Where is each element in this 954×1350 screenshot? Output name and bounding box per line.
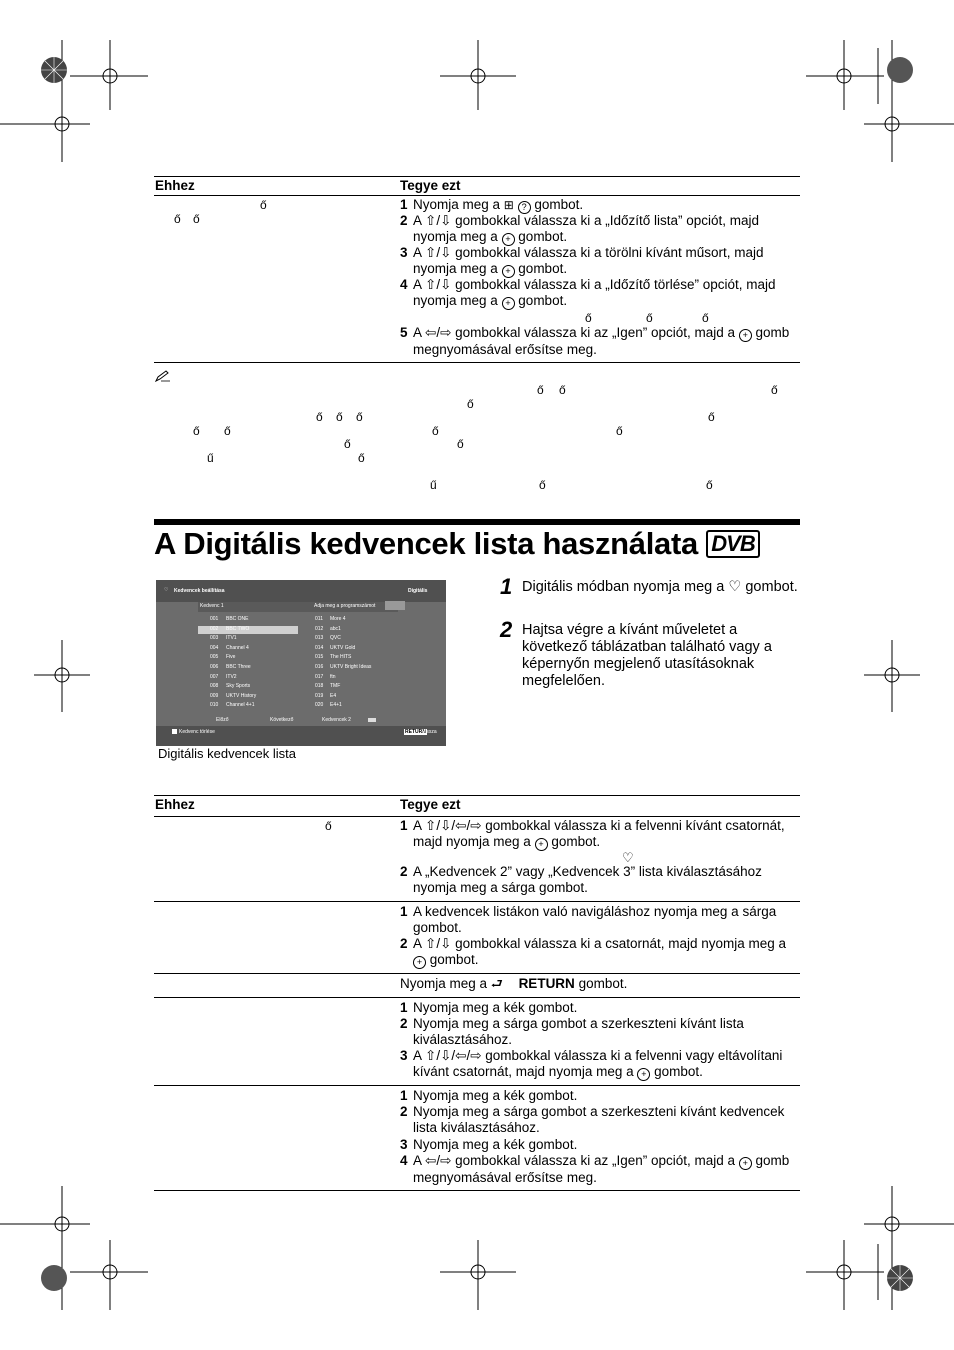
table2-row-rule xyxy=(154,973,800,974)
tv-nav-prev: Előző xyxy=(216,717,229,723)
tv-prompt: Adja meg a programszámot xyxy=(314,603,376,609)
table2-header-rule xyxy=(154,816,800,817)
table1-header-left: Ehhez xyxy=(155,178,195,193)
tv-channel-number: 004 xyxy=(210,644,219,651)
tv-channel-number: 010 xyxy=(210,702,219,709)
table2-row-rule xyxy=(154,1085,800,1086)
stray-char: ő xyxy=(646,311,653,325)
stray-char: ő xyxy=(537,383,544,397)
tv-channel-name: E4 xyxy=(330,692,337,699)
tv-channel-name: UKTV Bright Ideas xyxy=(330,664,372,670)
tv-channel-name: QVC xyxy=(330,635,341,642)
table2-step: 2 Nyomja meg a sárga gombot a szerkeszteni kívánt kedvencek lista kiválasztásához. xyxy=(400,1104,785,1135)
tv-channel-name: More 4 xyxy=(330,616,346,622)
table1-step: 3 A ⇧/⇩ gombokkal válassza ki a törölni kívánt műsort, majd nyomja meg a + gombot. xyxy=(400,245,764,276)
tv-channel-number: 017 xyxy=(315,673,324,680)
tv-channel-name: BBC TWO xyxy=(226,625,250,632)
return-icon: ⮐ xyxy=(490,976,503,991)
ok-icon: + xyxy=(739,1157,752,1170)
big-step-2: Hajtsa végre a kívánt műveletet a következő táblázatban található vagy a képernyőn megjelenő utasításoknak megfelelően. xyxy=(522,622,772,689)
tv-channel-name: E4+1 xyxy=(330,702,342,709)
stray-char: ő xyxy=(539,478,546,492)
tv-channel-name: UKTV Gold xyxy=(330,644,356,651)
dvb-logo: DVB xyxy=(706,530,759,558)
ok-icon: + xyxy=(502,233,515,246)
stray-char: ő xyxy=(432,424,439,438)
table1-bottom-rule xyxy=(154,362,800,363)
tv-channel-name: TMF xyxy=(330,683,341,690)
tv-favourites-screen xyxy=(156,580,446,746)
tv-channel-number: 007 xyxy=(210,673,219,680)
table1-header-right: Tegye ezt xyxy=(400,178,461,193)
table2-step: 4 A ⇦/⇨ gombokkal válassza ki az „Igen” opciót, majd a + gomb megnyomásával erősítse meg. xyxy=(400,1153,790,1185)
ok-icon: + xyxy=(637,1068,650,1081)
stray-char: ő xyxy=(193,212,200,226)
table2-row-rule xyxy=(154,997,800,998)
tv-caption: Digitális kedvencek lista xyxy=(158,746,297,761)
ok-icon: + xyxy=(502,265,515,278)
heart-icon: ♡ xyxy=(622,850,634,865)
stray-char: ő xyxy=(708,410,715,424)
stray-char: ő xyxy=(358,451,365,465)
tv-channel-number: 006 xyxy=(210,664,219,670)
table2-step: 1 A ⇧/⇩/⇦/⇨ gombokkal válassza ki a felvenni kívánt csatornát, majd nyomja meg a + gombot. xyxy=(400,818,785,849)
tv-channel-name: ITV1 xyxy=(226,635,237,642)
tv-channel-number: 005 xyxy=(210,654,219,661)
tv-channel-number: 011 xyxy=(315,616,323,622)
table2-step: 3 Nyomja meg a kék gombot. xyxy=(400,1137,578,1152)
heart-icon: ♡ xyxy=(164,587,169,593)
tv-channel-name: BBC ONE xyxy=(226,616,249,622)
stray-char: ő xyxy=(771,383,778,397)
table2-step: 3 A ⇧/⇩/⇦/⇨ gombokkal válassza ki a felvenni vagy eltávolítani kívánt csatornát, majd nyomja meg a + gombot. xyxy=(400,1048,783,1079)
ok-icon: + xyxy=(535,838,548,851)
table2-step: 2 A ⇧/⇩ gombokkal válassza ki a csatornát, majd nyomja meg a + gombot. xyxy=(400,936,787,967)
table2-header-right: Tegye ezt xyxy=(400,797,461,812)
stray-char: ő xyxy=(224,424,231,438)
tv-footer-delete: Kedvenc törlése xyxy=(179,729,215,735)
stray-char: ő xyxy=(559,383,566,397)
table1-step: 4 A ⇧/⇩ gombokkal válassza ki a „Időzítő törlése” opciót, majd nyomja meg a + gombot. xyxy=(400,277,776,308)
stray-char: ő xyxy=(706,478,713,492)
table2-top-rule xyxy=(154,795,800,796)
stray-char: ő xyxy=(316,410,323,424)
section-title: A Digitális kedvencek lista használata DVB xyxy=(154,526,760,562)
section-title-bar xyxy=(154,519,800,525)
tv-channel-number: 003 xyxy=(210,635,219,642)
heart-icon: ♡ xyxy=(728,579,742,595)
tv-channel-name: abc1 xyxy=(330,625,341,632)
tv-channel-name: UKTV History xyxy=(226,692,257,699)
stray-char: ő xyxy=(356,410,363,424)
tv-channel-number: 012 xyxy=(315,625,324,632)
table2-step: 2 Nyomja meg a sárga gombot a szerkeszteni kívánt lista kiválasztásához. xyxy=(400,1016,744,1047)
table2-row-rule xyxy=(154,901,800,902)
ok-icon: + xyxy=(502,297,515,310)
tv-channel-number: 002 xyxy=(210,625,219,632)
guide-icon: ⊞ xyxy=(503,198,514,212)
table1-step: 2 A ⇧/⇩ gombokkal válassza ki a „Időzítő lista” opciót, majd nyomja meg a + gombot. xyxy=(400,213,760,244)
big-step-number: 1 xyxy=(500,574,513,599)
stray-char: ő xyxy=(457,437,464,451)
tv-list-name: Kedvenc 1 xyxy=(200,603,224,609)
stray-char: ő xyxy=(616,424,623,438)
info-icon: ? xyxy=(518,201,531,214)
table2-header-left: Ehhez xyxy=(155,797,195,812)
stray-char: ő xyxy=(336,410,343,424)
ok-icon: + xyxy=(413,956,426,969)
tv-channel-number: 020 xyxy=(315,702,324,709)
tv-channel-name: Channel 4+1 xyxy=(226,702,255,709)
tv-channel-number: 001 xyxy=(210,616,219,622)
big-step-1: Digitális módban nyomja meg a ♡ gombot. xyxy=(522,579,798,595)
table1-step: 1 Nyomja meg a ⊞ ? gombot. xyxy=(400,197,584,212)
stray-char: ű xyxy=(207,451,214,465)
tv-channel-name: ITV2 xyxy=(226,673,237,680)
tv-channel-name: BBC Three xyxy=(226,664,251,670)
tv-channel-number: 009 xyxy=(210,692,219,699)
tv-channel-name: Channel 4 xyxy=(226,644,249,651)
tv-channel-name: The HITS xyxy=(330,654,352,661)
stray-char: ű xyxy=(430,478,437,492)
table1-header-rule xyxy=(154,195,800,196)
tv-screen-title: Kedvencek beállítása xyxy=(174,588,225,594)
tv-channel-name: Five xyxy=(226,654,236,661)
ok-icon: + xyxy=(739,329,752,342)
table2-step: 1 Nyomja meg a kék gombot. xyxy=(400,1000,578,1015)
table2-bottom-rule xyxy=(154,1190,800,1191)
tv-nav-list: Kedvencek 2 xyxy=(322,717,351,723)
stray-char: ő xyxy=(467,397,474,411)
table2-return-row: Nyomja meg a ⮐ RETURN gombot. xyxy=(400,976,628,991)
stray-char: ő xyxy=(325,819,332,833)
tv-channel-number: 015 xyxy=(315,654,324,661)
tv-return-key: RETURN xyxy=(405,729,426,735)
tv-channel-name: Sky Sports xyxy=(226,683,251,690)
tv-channel-name: ftn xyxy=(330,673,336,680)
stray-char: ő xyxy=(174,212,181,226)
note-pencil-icon xyxy=(155,370,171,382)
tv-footer-back: Vissza xyxy=(422,729,437,735)
stray-char: ő xyxy=(344,437,351,451)
tv-channel-number: 016 xyxy=(315,664,324,670)
stray-char: ő xyxy=(260,198,267,212)
stray-char: ő xyxy=(702,311,709,325)
table1-step: 5 A ⇦/⇨ gombokkal válassza ki az „Igen” opciót, majd a + gomb megnyomásával erősítse meg. xyxy=(400,325,790,357)
tv-mode: Digitális xyxy=(408,588,428,594)
big-step-number: 2 xyxy=(500,617,513,642)
tv-channel-number: 014 xyxy=(315,644,324,651)
table2-step: 2 A „Kedvencek 2” vagy „Kedvencek 3” lista kiválasztásához nyomja meg a sárga gombot. xyxy=(400,864,762,895)
stray-char: ő xyxy=(585,311,592,325)
stray-char: ő xyxy=(193,424,200,438)
tv-nav-next: Következő xyxy=(270,717,294,723)
tv-channel-number: 019 xyxy=(315,692,324,699)
table2-step: 1 Nyomja meg a kék gombot. xyxy=(400,1088,578,1103)
table2-step: 1 A kedvencek listákon való navigáláshoz nyomja meg a sárga gombot. xyxy=(400,904,777,935)
tv-channel-number: 013 xyxy=(315,635,324,642)
table1-top-rule xyxy=(154,176,800,177)
tv-channel-number: 018 xyxy=(315,683,324,690)
tv-channel-number: 008 xyxy=(210,683,219,690)
